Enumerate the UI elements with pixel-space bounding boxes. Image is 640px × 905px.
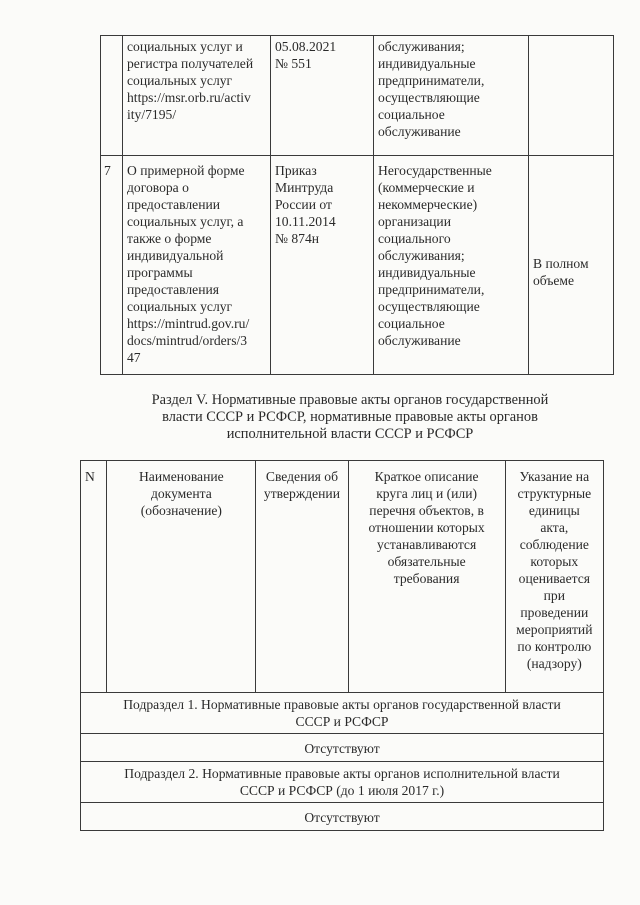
scope-cell: В полном объеме [529,156,614,375]
table-row [101,156,614,375]
scope-cell [529,36,614,156]
document-name-cell: О примерной форме договора о предоставлении социальных услуг, а также о форме индивидуальной программы предоставления социальных услуг https://mintrud.gov.ru/ docs/mintrud/orders/3 47 [123,156,271,375]
header-number: N [81,461,107,693]
absent-text: Отсутствуют [81,734,604,762]
row-number-cell [101,36,123,156]
table-header-row [81,461,604,693]
subjects-cell: Негосударственные (коммерческие и некоммерческие) организации социального обслуживания; индивидуальные предприниматели, осуществляющие социальное обслуживание [374,156,529,375]
acts-table-continued [100,35,614,375]
header-structural-units: Указание на структурные единицы акта, соблюдение которых оценивается при проведении мероприятий по контролю (надзору) [505,461,603,693]
table-row [101,36,614,156]
absent-row [81,803,604,831]
absent-row [81,734,604,762]
row-number-cell: 7 [101,156,123,375]
subsection-2-title: Подраздел 2. Нормативные правовые акты органов исполнительной власти СССР и РСФСР (до 1 июля 2017 г.) [81,762,604,803]
approval-cell: 05.08.2021 № 551 [271,36,374,156]
subsection-row [81,693,604,734]
approval-cell: Приказ Минтруда России от 10.11.2014 № 874н [271,156,374,375]
absent-text: Отсутствуют [81,803,604,831]
subsection-row [81,762,604,803]
section-heading: Раздел V. Нормативные правовые акты органов государственной власти СССР и РСФСР, нормативные правовые акты органов исполнительной власти СССР и РСФСР [151,392,549,442]
header-approval: Сведения об утверждении [256,461,348,693]
header-description: Краткое описание круга лиц и (или) перечня объектов, в отношении которых устанавливаются обязательные требования [348,461,505,693]
subjects-cell: обслуживания; индивидуальные предприниматели, осуществляющие социальное обслуживание [374,36,529,156]
section-v-table [80,460,604,831]
document-name-cell: социальных услуг и регистра получателей социальных услуг https://msr.orb.ru/activ ity/7195/ [123,36,271,156]
header-document-name: Наименование документа (обозначение) [107,461,256,693]
subsection-1-title: Подраздел 1. Нормативные правовые акты органов государственной власти СССР и РСФСР [81,693,604,734]
